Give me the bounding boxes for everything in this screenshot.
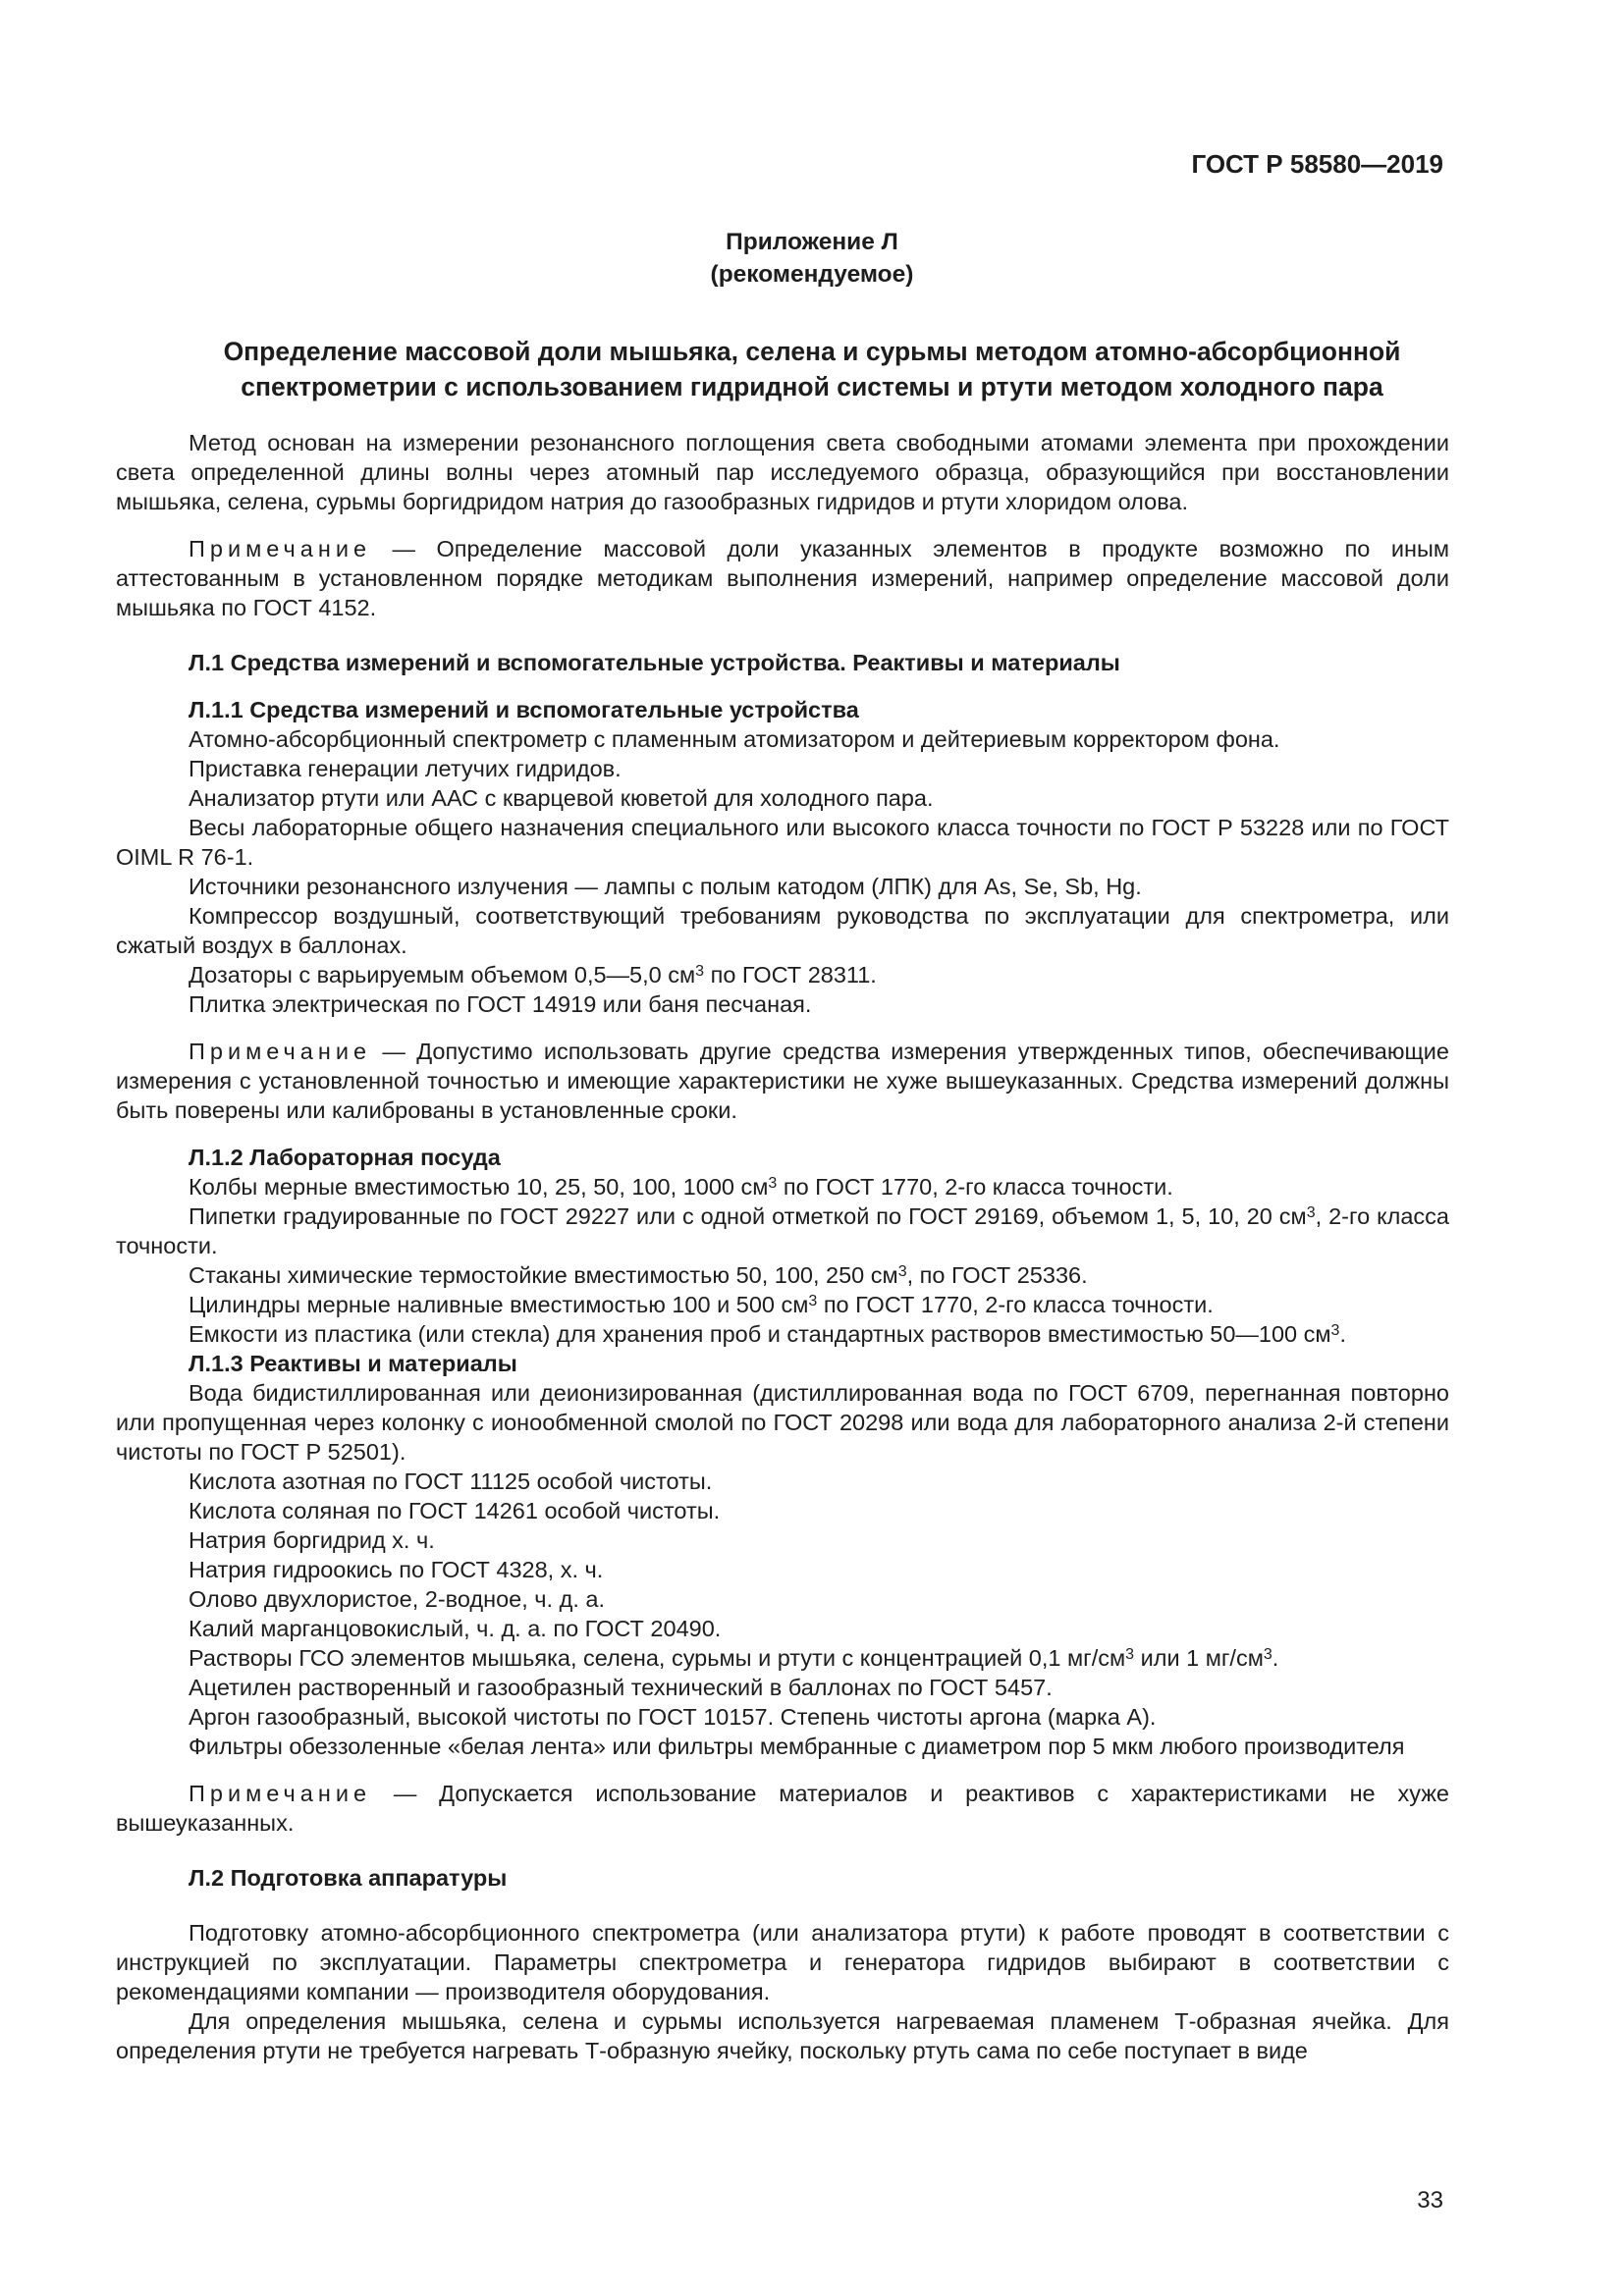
- annex-title-line2: спектрометрии с использованием гидридной системы и ртути методом холодного пара: [241, 372, 1383, 401]
- intro-paragraph: Метод основан на измерении резонансного поглощения света свободными атомами элемента при прохождении света определенной длины волны через атомный пар исследуемого образца, образующийся при восстановлении мышьяка, селена, сурьмы боргидридом натрия до газообразных гидридов и ртути хлоридом олова.: [116, 430, 1449, 514]
- list-item: Кислота соляная по ГОСТ 14261 особой чистоты.: [189, 1498, 721, 1523]
- item-text: Колбы мерные вместимостью 10, 25, 50, 100, 1000 см: [189, 1174, 769, 1200]
- annex-title-line1: Определение массовой доли мышьяка, селена и сурьмы методом атомно-абсорбционной: [223, 337, 1401, 366]
- list-item: [116, 1260, 1449, 1290]
- list-item: Аргон газообразный, высокой чистоты по ГОСТ 10157. Степень чистоты аргона (марка А).: [189, 1704, 1157, 1730]
- section-l1-heading: Л.1 Средства измерений и вспомогательные устройства. Реактивы и материалы: [189, 650, 1120, 675]
- section-l13-heading: Л.1.3 Реактивы и материалы: [189, 1351, 517, 1376]
- annex-status: (рекомендуемое): [710, 261, 914, 288]
- item-text: Дозаторы с варьируемым объемом 0,5—5,0 см: [189, 962, 696, 988]
- section-l11-heading: Л.1.1 Средства измерений и вспомогательные устройства: [189, 697, 859, 722]
- list-item: [116, 1290, 1449, 1319]
- section-l12-heading: Л.1.2 Лабораторная посуда: [189, 1145, 501, 1170]
- superscript: 3: [695, 963, 705, 980]
- item-text: Емкости из пластика (или стекла) для хранения проб и стандартных растворов вместимостью 50—100 см: [189, 1321, 1331, 1347]
- note-text: — Определение массовой доли указанных элементов в продукте возможно по иным аттестованным в установленном порядке методикам выполнения измерений, например определение массовой доли мышьяка по ГОСТ 4152.: [116, 536, 1449, 620]
- l2-paragraph-2: Для определения мышьяка, селена и сурьмы используется нагреваемая пламенем Т-образная ячейка. Для определения ртути не требуется нагревать Т-образную ячейку, поскольку ртуть сама по себе поступает в виде: [116, 2008, 1449, 2063]
- intro-note: [116, 534, 1449, 622]
- superscript: 3: [1306, 1204, 1316, 1221]
- note-label: Примечание: [189, 536, 372, 561]
- list-item: Источники резонансного излучения — лампы с полым катодом (ЛПК) для As, Se, Sb, Hg.: [189, 874, 1142, 899]
- l13-note: [116, 1779, 1449, 1838]
- list-item: Олово двухлористое, 2-водное, ч. д. а.: [189, 1586, 605, 1612]
- note-label: Примечание: [189, 1039, 372, 1064]
- superscript: 3: [1125, 1646, 1135, 1663]
- list-item: Калий марганцовокислый, ч. д. а. по ГОСТ 20490.: [189, 1616, 722, 1641]
- item-text: , по ГОСТ 25336.: [906, 1262, 1088, 1288]
- list-item: Компрессор воздушный, соответствующий требованиям руководства по эксплуатации для спектрометра, или сжатый воздух в баллонах.: [116, 903, 1449, 958]
- item-text: .: [1339, 1321, 1346, 1347]
- list-item: Весы лабораторные общего назначения специального или высокого класса точности по ГОСТ Р 53228 или по ГОСТ OIML R 76-1.: [116, 815, 1449, 870]
- list-item: [116, 1643, 1449, 1673]
- list-item: Анализатор ртути или ААС с кварцевой кюветой для холодного пара.: [189, 785, 934, 811]
- item-text: по ГОСТ 1770, 2-го класса точности.: [817, 1292, 1214, 1317]
- note-label: Примечание: [189, 1781, 372, 1806]
- superscript: 3: [1263, 1646, 1272, 1663]
- note-text: — Допускается использование материалов и реактивов с характеристиками не хуже вышеуказанных.: [116, 1781, 1449, 1836]
- list-item: [116, 960, 1449, 989]
- list-item: Атомно-абсорбционный спектрометр с пламенным атомизатором и дейтериевым корректором фона.: [189, 726, 1280, 752]
- l2-paragraph-1: Подготовку атомно-абсорбционного спектрометра (или анализатора ртути) к работе проводят в соответствии с инструкцией по эксплуатации. Параметры спектрометра и генератора гидридов выбирают в соответствии с рекомендациями компании — производителя оборудования.: [116, 1920, 1449, 2004]
- list-item: Натрия боргидрид х. ч.: [189, 1527, 435, 1553]
- item-text: или 1 мг/см: [1134, 1645, 1264, 1671]
- annex-label: Приложение Л: [726, 229, 898, 255]
- item-text: Растворы ГСО элементов мышьяка, селена, сурьмы и ртути с концентрацией 0,1 мг/см: [189, 1645, 1126, 1671]
- l11-note: [116, 1037, 1449, 1125]
- item-text: Пипетки градуированные по ГОСТ 29227 или с одной отметкой по ГОСТ 29169, объемом 1, 5, 10, 20 см: [189, 1203, 1307, 1229]
- annex-heading: [0, 226, 1624, 291]
- note-text: — Допустимо использовать другие средства измерения утвержденных типов, обеспечивающие измерения с установленной точностью и имеющие характеристики не хуже вышеуказанных. Средства измерений должны быть поверены или калиброваны в установленные сроки.: [116, 1039, 1449, 1123]
- annex-title: [137, 334, 1487, 404]
- list-item: Кислота азотная по ГОСТ 11125 особой чистоты.: [189, 1468, 713, 1494]
- list-item: Фильтры обеззоленные «белая лента» или фильтры мембранные с диаметром пор 5 мкм любого производителя: [189, 1734, 1405, 1759]
- item-text: по ГОСТ 1770, 2-го класса точности.: [777, 1174, 1173, 1200]
- superscript: 3: [897, 1263, 907, 1280]
- list-item: [116, 1201, 1449, 1260]
- superscript: 3: [1330, 1322, 1340, 1339]
- item-text: Стаканы химические термостойкие вместимостью 50, 100, 250 см: [189, 1262, 898, 1288]
- section-l2-heading: Л.2 Подготовка аппаратуры: [189, 1865, 508, 1891]
- item-text: .: [1272, 1645, 1279, 1671]
- list-item: Натрия гидроокись по ГОСТ 4328, х. ч.: [189, 1557, 604, 1582]
- item-text: , 2-го класса точности.: [116, 1203, 1449, 1258]
- superscript: 3: [808, 1293, 818, 1309]
- list-item: Приставка генерации летучих гидридов.: [189, 756, 622, 781]
- superscript: 3: [768, 1175, 778, 1192]
- list-item: Плитка электрическая по ГОСТ 14919 или баня песчаная.: [189, 991, 812, 1017]
- page-number: 33: [1417, 2187, 1443, 2214]
- item-text: Цилиндры мерные наливные вместимостью 100 и 500 см: [189, 1292, 809, 1317]
- item-text: по ГОСТ 28311.: [704, 962, 877, 988]
- document-code: ГОСТ Р 58580—2019: [1191, 149, 1443, 179]
- list-item: [116, 1172, 1449, 1201]
- document-body: [116, 428, 1449, 2065]
- list-item: Вода бидистиллированная или деионизированная (дистиллированная вода по ГОСТ 6709, перегнанная повторно или пропущенная через колонку с ионообменной смолой по ГОСТ 20298 или вода для лабораторного анализа 2-й степени чистоты по ГОСТ Р 52501).: [116, 1380, 1449, 1465]
- list-item: Ацетилен растворенный и газообразный технический в баллонах по ГОСТ 5457.: [189, 1675, 1053, 1700]
- list-item: [116, 1319, 1449, 1349]
